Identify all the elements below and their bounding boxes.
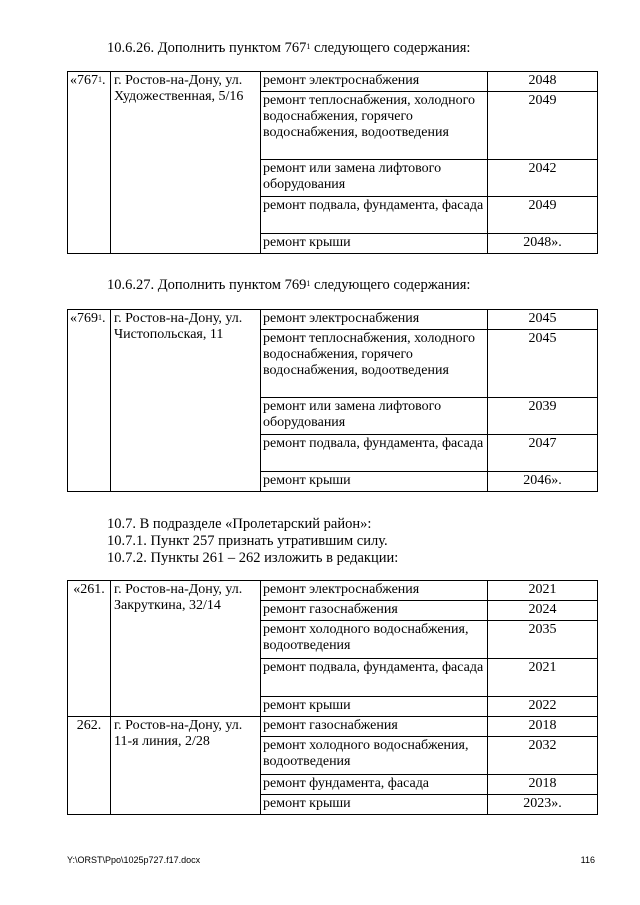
- work-year: 2049: [488, 197, 598, 234]
- work-year: 2039: [488, 398, 598, 435]
- work-type: ремонт крыши: [261, 472, 488, 492]
- work-type: ремонт холодного водоснабжения, водоотведения: [261, 621, 488, 659]
- item-number: «261.: [68, 581, 111, 717]
- work-year: 2035: [488, 621, 598, 659]
- item-address: г. Ростов-на-Дону, ул. Чистопольская, 11: [111, 310, 261, 492]
- work-year: 2048: [488, 72, 598, 92]
- heading-text-suffix: следующего содержания:: [310, 40, 471, 56]
- work-type: ремонт холодного водоснабжения, водоотведения: [261, 737, 488, 775]
- heading-text: 10.6.27. Дополнить пунктом 769: [107, 277, 307, 293]
- work-year: 2023».: [488, 795, 598, 815]
- work-year: 2032: [488, 737, 598, 775]
- work-year: 2047: [488, 435, 598, 472]
- work-type: ремонт фундамента, фасада: [261, 775, 488, 795]
- heading-sup: 1: [306, 279, 311, 288]
- heading-text: 10.6.26. Дополнить пунктом 767: [107, 40, 307, 56]
- work-year: 2046».: [488, 472, 598, 492]
- section-1-heading: [107, 40, 470, 57]
- work-type: ремонт электроснабжения: [261, 581, 488, 601]
- work-type: ремонт крыши: [261, 795, 488, 815]
- work-year: 2045: [488, 330, 598, 398]
- work-type: ремонт подвала, фундамента, фасада: [261, 659, 488, 697]
- work-type: ремонт газоснабжения: [261, 601, 488, 621]
- table-row: [68, 310, 598, 330]
- work-year: 2048».: [488, 234, 598, 254]
- item-address: г. Ростов-на-Дону, ул. Художественная, 5/16: [111, 72, 261, 254]
- table-row: [68, 717, 598, 737]
- table-row: [68, 581, 598, 601]
- work-type: ремонт газоснабжения: [261, 717, 488, 737]
- work-type: ремонт или замена лифтового оборудования: [261, 160, 488, 197]
- section-3-line-2: 10.7.1. Пункт 257 признать утратившим силу.: [107, 533, 388, 549]
- work-year: 2024: [488, 601, 598, 621]
- work-type: ремонт крыши: [261, 234, 488, 254]
- work-type: ремонт подвала, фундамента, фасада: [261, 435, 488, 472]
- table-row: [68, 72, 598, 92]
- work-type: ремонт электроснабжения: [261, 72, 488, 92]
- work-year: 2049: [488, 92, 598, 160]
- item-address: г. Ростов-на-Дону, ул. Закруткина, 32/14: [111, 581, 261, 717]
- section-3-line-3: 10.7.2. Пункты 261 – 262 изложить в редакции:: [107, 550, 399, 566]
- work-type: ремонт подвала, фундамента, фасада: [261, 197, 488, 234]
- table-item-769-1: [67, 309, 598, 492]
- section-3-line-1: 10.7. В подразделе «Пролетарский район»:: [107, 516, 372, 532]
- work-type: ремонт электроснабжения: [261, 310, 488, 330]
- work-type: ремонт теплоснабжения, холодного водоснабжения, горячего водоснабжения, водоотведения: [261, 330, 488, 398]
- item-address: г. Ростов-на-Дону, ул. 11-я линия, 2/28: [111, 717, 261, 815]
- work-year: 2021: [488, 581, 598, 601]
- heading-sup: 1: [306, 42, 311, 51]
- table-items-261-262: [67, 580, 598, 815]
- footer-page-number: 116: [580, 855, 595, 865]
- section-2-heading: [107, 277, 470, 294]
- footer-file-path: Y:\ORST\Ppo\1025p727.f17.docx: [67, 855, 201, 865]
- work-year: 2021: [488, 659, 598, 697]
- table-item-767-1: [67, 71, 598, 254]
- work-type: ремонт крыши: [261, 697, 488, 717]
- item-number: 262.: [68, 717, 111, 815]
- work-year: 2018: [488, 775, 598, 795]
- work-year: 2045: [488, 310, 598, 330]
- work-year: 2042: [488, 160, 598, 197]
- work-type: ремонт теплоснабжения, холодного водоснабжения, горячего водоснабжения, водоотведения: [261, 92, 488, 160]
- item-number: «$767^1$.: [68, 72, 111, 254]
- item-number: «$769^1$.: [68, 310, 111, 492]
- work-year: 2022: [488, 697, 598, 717]
- work-type: ремонт или замена лифтового оборудования: [261, 398, 488, 435]
- work-year: 2018: [488, 717, 598, 737]
- heading-text-suffix: следующего содержания:: [310, 277, 471, 293]
